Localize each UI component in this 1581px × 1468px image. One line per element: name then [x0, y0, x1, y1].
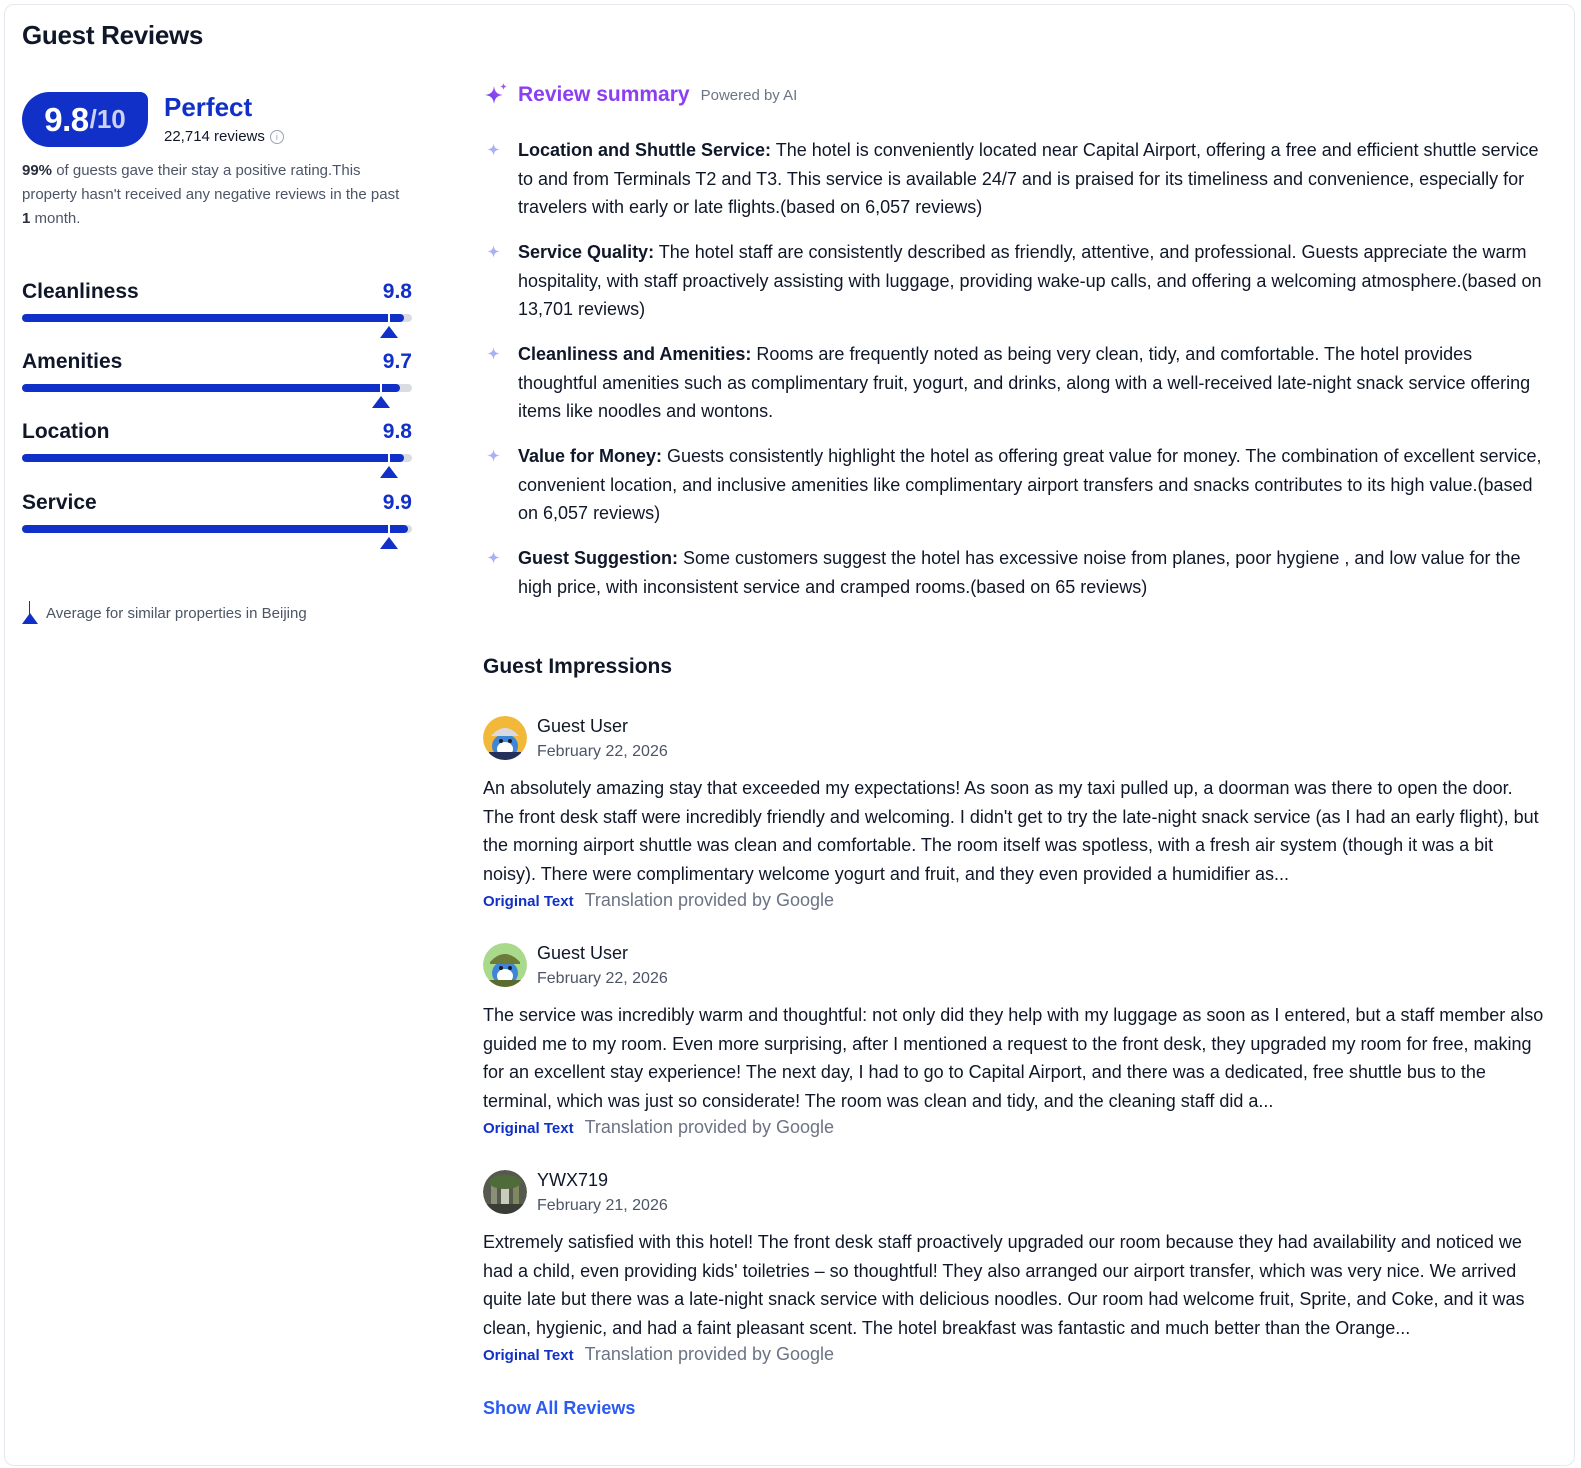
positive-text-a: of guests gave their stay a positive rating.This property hasn't received any negative reviews in the past: [22, 162, 400, 203]
original-text-link[interactable]: Original Text: [483, 1120, 574, 1137]
months-count: 1: [22, 210, 31, 227]
category-score: 9.7: [382, 350, 412, 373]
review-summary-list: [483, 136, 1543, 618]
legend-text: Average for similar properties in Beijing: [46, 604, 307, 622]
summary-text: Guests consistently highlight the hotel as offering great value for money. The combination of excellent service, convenient location, and inclusive amenities like complimentary airport transfers and snacks contributes to its high value.(based on 6,057 reviews): [518, 446, 1542, 523]
translation-note: Translation provided by Google: [584, 890, 835, 910]
original-text-link[interactable]: Original Text: [483, 893, 574, 910]
average-marker-icon: [380, 454, 398, 478]
show-all-reviews-link[interactable]: Show All Reviews: [483, 1398, 636, 1418]
category-amenities: [22, 350, 412, 410]
positive-percent: 99%: [22, 162, 53, 179]
summary-heading: Location and Shuttle Service:: [518, 140, 772, 160]
review-text: An absolutely amazing stay that exceeded my expectations! As soon as my taxi pulled up, a doorman was there to open the door. The front desk staff were incredibly friendly and welcoming. I didn't get to try the late-night snack service (as I had an early flight), but the morning airport shuttle was clean and comfortable. The room itself was spotless, with a fresh air system (though it was a bit noisy). There were complimentary welcome yogurt and fruit, and they even provided a humidifier as...: [483, 778, 1539, 884]
score-bar-fill: [22, 384, 400, 392]
category-score: 9.8: [382, 280, 412, 303]
positive-text-b: month.: [30, 210, 81, 227]
avatar[interactable]: [483, 716, 527, 760]
score-bar: [22, 525, 412, 533]
reviewer-name: Guest User: [537, 716, 629, 736]
overall-score-max: /10: [89, 104, 126, 134]
review-text: The service was incredibly warm and thoughtful: not only did they help with my luggage as soon as I entered, but a staff member also guided me to my room. Even more surprising, after I mentioned a request to the front desk, they upgraded my room for free, making for an excellent stay experience! The next day, I had to go to Capital Airport, and there was a dedicated, free shuttle bus to the terminal, which was just so considerate! The room was clean and tidy, and the cleaning staff did a...: [483, 1005, 1544, 1111]
score-bar-fill: [22, 525, 408, 533]
average-legend: [22, 601, 307, 625]
category-label: Amenities: [22, 350, 123, 373]
category-service: [22, 491, 412, 551]
page-title: Guest Reviews: [22, 20, 204, 50]
summary-item: [483, 544, 1543, 601]
summary-item: [483, 340, 1543, 426]
average-marker-icon: [380, 525, 398, 549]
sparkle-bullet-icon: [487, 551, 500, 564]
summary-text: The hotel staff are consistently described as friendly, attentive, and professional. Guests appreciate the warm hospitality, with staff proactively assisting with luggage, providing wake-up calls, and offering a welcoming atmosphere.(based on 13,701 reviews): [518, 242, 1542, 319]
summary-heading: Value for Money:: [518, 446, 663, 466]
summary-heading: Service Quality:: [518, 242, 655, 262]
review-count: [164, 128, 284, 145]
review-date: February 21, 2026: [537, 1197, 668, 1214]
sparkle-bullet-icon: [487, 347, 500, 360]
review-text: Extremely satisfied with this hotel! The front desk staff proactively upgraded our room because they had availability and noticed we had a child, even providing kids' toiletries – so thoughtful! They also arranged our airport transfer, which was very nice. We arrived quite late but there was a late-night snack service with delicious noodles. Our room had welcome fruit, Sprite, and Coke, and it was clean, hygienic, and had a faint pleasant scent. The hotel breakfast was fantastic and much better than the Orange...: [483, 1232, 1525, 1338]
average-marker-icon: [380, 314, 398, 338]
category-cleanliness: [22, 280, 412, 340]
average-marker-icon: [22, 601, 38, 625]
score-bar: [22, 314, 412, 322]
summary-item: [483, 136, 1543, 222]
avatar[interactable]: [483, 1170, 527, 1214]
translation-note: Translation provided by Google: [584, 1117, 835, 1137]
summary-heading: Cleanliness and Amenities:: [518, 344, 752, 364]
review-footer: [483, 890, 834, 911]
review-footer: [483, 1117, 834, 1138]
sparkle-bullet-icon: [487, 449, 500, 462]
original-text-link[interactable]: Original Text: [483, 1347, 574, 1364]
score-bar-fill: [22, 314, 404, 322]
review-footer: [483, 1344, 834, 1365]
review-date: February 22, 2026: [537, 970, 668, 987]
review-summary-title: Review summary: [518, 83, 690, 106]
sparkle-bullet-icon: [487, 143, 500, 156]
category-label: Service: [22, 491, 97, 514]
score-bar-fill: [22, 454, 404, 462]
guest-impressions-title: Guest Impressions: [483, 655, 673, 678]
powered-by-ai: Powered by AI: [700, 86, 798, 104]
rating-word: Perfect: [164, 92, 253, 122]
review-date: February 22, 2026: [537, 743, 668, 760]
average-marker-icon: [372, 384, 390, 408]
score-bar: [22, 384, 412, 392]
overall-score: 9.8: [44, 100, 89, 138]
positive-rating-note: [22, 159, 407, 231]
overall-score-badge: [22, 92, 148, 147]
review-summary-header: [483, 82, 797, 108]
summary-text: The hotel is conveniently located near Capital Airport, offering a free and efficient shuttle service to and from Terminals T2 and T3. This service is available 24/7 and is praised for its timeliness and convenience, especially for travelers with early or late flights.(based on 6,057 reviews): [518, 140, 1539, 217]
ai-sparkle-icon: [483, 82, 509, 108]
review-count-text: 22,714 reviews: [164, 128, 265, 145]
summary-item: [483, 238, 1543, 324]
translation-note: Translation provided by Google: [584, 1344, 835, 1364]
avatar[interactable]: [483, 943, 527, 987]
reviewer-name: Guest User: [537, 943, 629, 963]
category-label: Location: [22, 420, 110, 443]
category-score: 9.9: [382, 491, 412, 514]
summary-item: [483, 442, 1543, 528]
info-icon[interactable]: i: [270, 130, 284, 144]
category-label: Cleanliness: [22, 280, 139, 303]
summary-text: Some customers suggest the hotel has excessive noise from planes, poor hygiene , and low value for the high price, with inconsistent service and cramped rooms.(based on 65 reviews): [518, 548, 1521, 597]
category-location: [22, 420, 412, 480]
summary-text: Rooms are frequently noted as being very clean, tidy, and comfortable. The hotel provides thoughtful amenities such as complimentary fruit, yogurt, and drinks, along with a well-received late-night snack service offering items like noodles and wontons.: [518, 344, 1531, 421]
summary-heading: Guest Suggestion:: [518, 548, 679, 568]
category-score: 9.8: [382, 420, 412, 443]
sparkle-bullet-icon: [487, 245, 500, 258]
score-bar: [22, 454, 412, 462]
reviewer-name: YWX719: [537, 1170, 609, 1190]
